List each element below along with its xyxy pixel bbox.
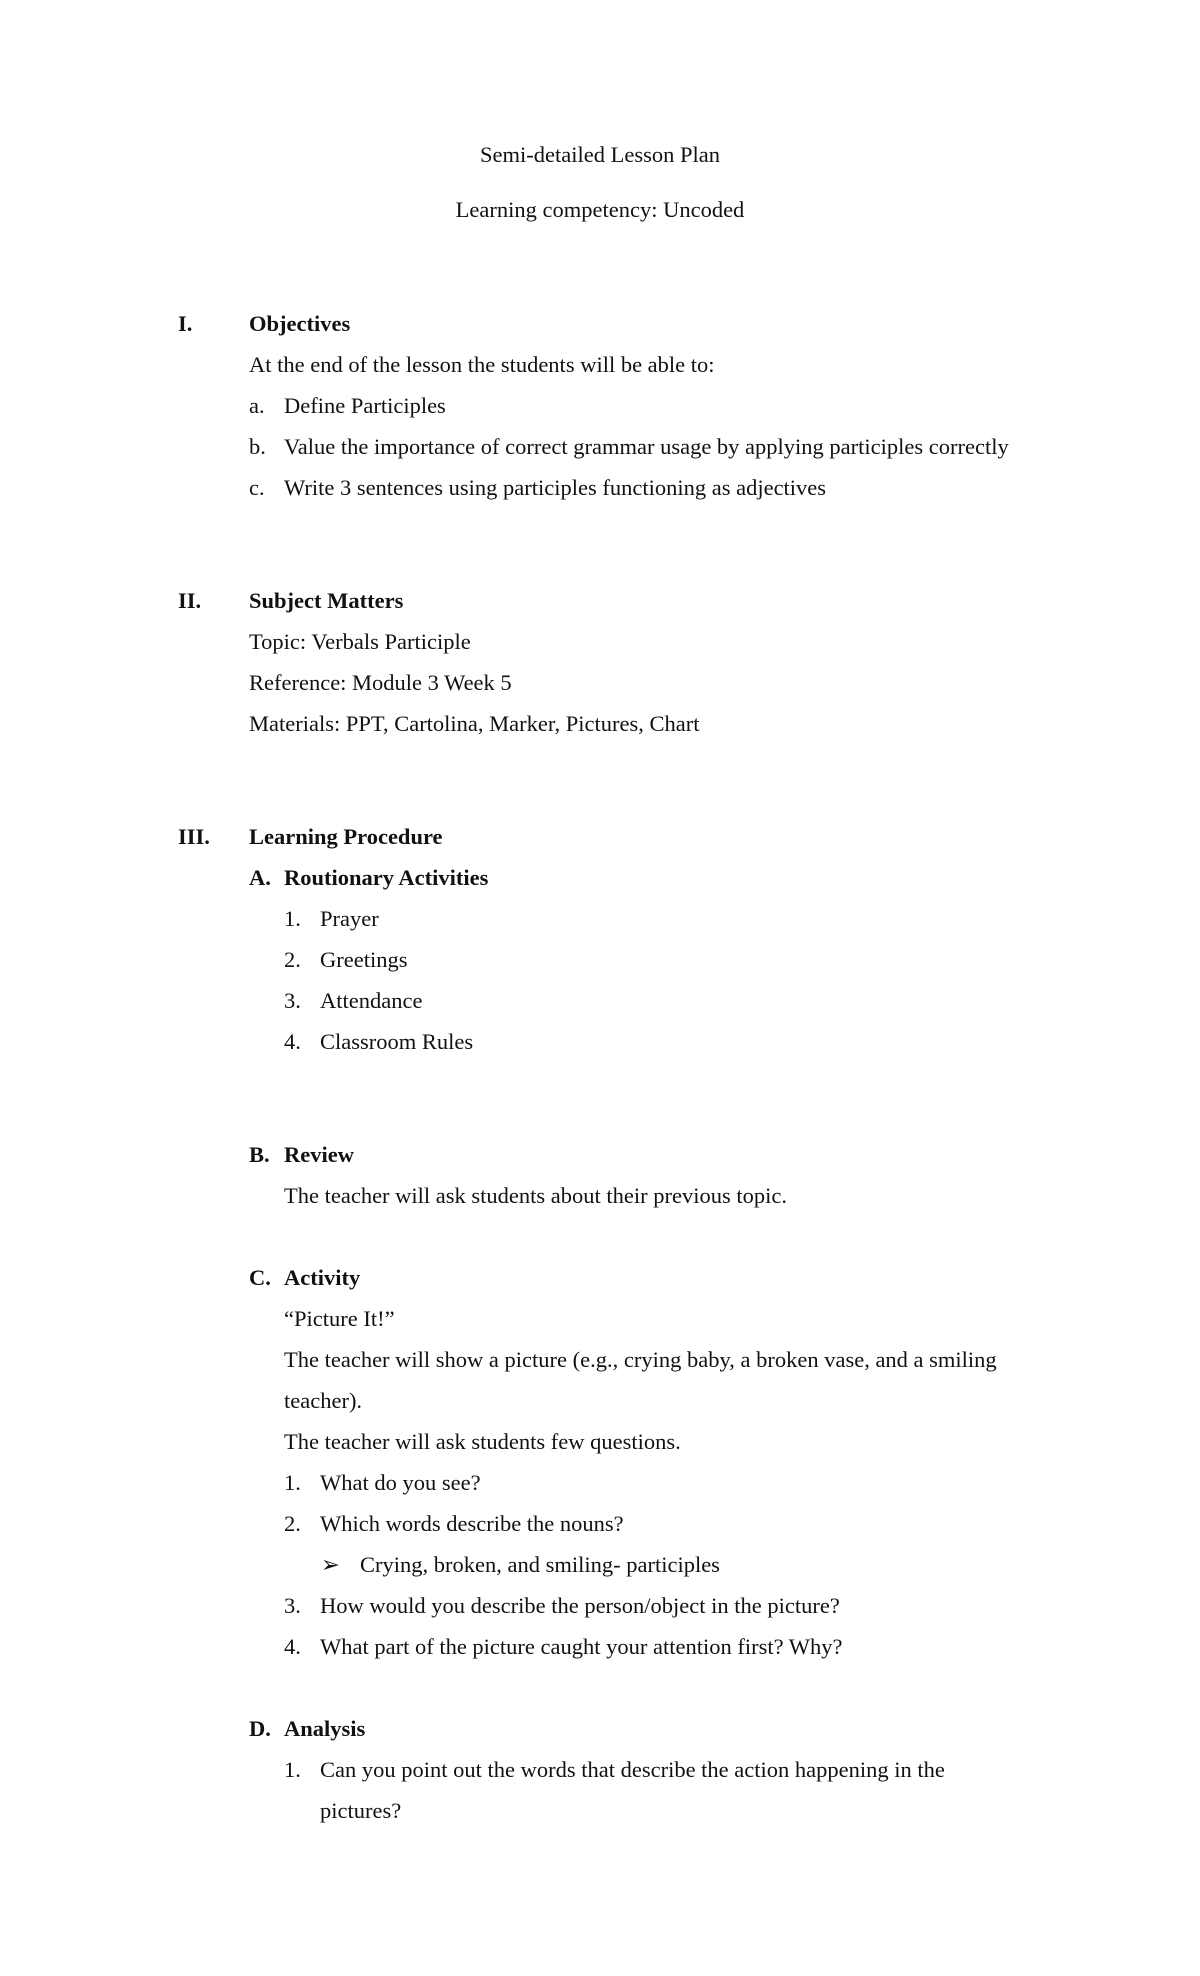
question-item: What part of the picture caught your attention first? Why?: [320, 1634, 843, 1659]
section-title-objectives: Objectives: [249, 311, 351, 336]
subsection-title-routine: Routionary Activities: [284, 865, 489, 890]
routine-marker: 1.: [284, 906, 301, 931]
section-numeral-procedure: III.: [178, 824, 210, 849]
subsection-marker: A.: [249, 865, 271, 890]
subsection-marker: D.: [249, 1716, 271, 1741]
subject-topic: Topic: Verbals Participle: [249, 629, 471, 654]
section-numeral-objectives: I.: [178, 311, 193, 336]
analysis-marker: 1.: [284, 1757, 301, 1782]
objective-marker: b.: [249, 434, 266, 459]
objective-marker: c.: [249, 475, 265, 500]
section-numeral-subject: II.: [178, 588, 202, 613]
routine-marker: 2.: [284, 947, 301, 972]
activity-description: The teacher will show a picture (e.g., crying baby, a broken vase, and a smiling: [284, 1347, 997, 1372]
question-marker: 4.: [284, 1634, 301, 1659]
arrow-bullet-icon: ➢: [321, 1552, 340, 1577]
routine-item: Classroom Rules: [320, 1029, 474, 1054]
subject-materials: Materials: PPT, Cartolina, Marker, Pictures, Chart: [249, 711, 700, 736]
question-marker: 3.: [284, 1593, 301, 1618]
routine-item: Prayer: [320, 906, 379, 931]
section-title-procedure: Learning Procedure: [249, 824, 443, 849]
question-marker: 1.: [284, 1470, 301, 1495]
objective-item: Value the importance of correct grammar usage by applying participles correctly: [284, 434, 1009, 459]
document-title: Semi-detailed Lesson Plan: [480, 142, 720, 167]
subsection-marker: B.: [249, 1142, 270, 1167]
routine-item: Greetings: [320, 947, 408, 972]
analysis-item-continued: pictures?: [320, 1798, 402, 1823]
question-item: Which words describe the nouns?: [320, 1511, 624, 1536]
subject-reference: Reference: Module 3 Week 5: [249, 670, 512, 695]
routine-item: Attendance: [320, 988, 423, 1013]
subsection-title-analysis: Analysis: [284, 1716, 366, 1741]
subsection-marker: C.: [249, 1265, 271, 1290]
question-item: What do you see?: [320, 1470, 481, 1495]
activity-description-continued: teacher).: [284, 1388, 363, 1413]
review-text: The teacher will ask students about their previous topic.: [284, 1183, 787, 1208]
objective-item: Write 3 sentences using participles functioning as adjectives: [284, 475, 827, 500]
activity-questions-intro: The teacher will ask students few questions.: [284, 1429, 681, 1454]
activity-name: “Picture It!”: [284, 1306, 395, 1331]
objectives-intro: At the end of the lesson the students will be able to:: [249, 352, 715, 377]
subsection-title-activity: Activity: [284, 1265, 361, 1290]
analysis-item: Can you point out the words that describe the action happening in the: [320, 1757, 945, 1782]
sub-bullet-item: Crying, broken, and smiling- participles: [360, 1552, 720, 1577]
routine-marker: 3.: [284, 988, 301, 1013]
subsection-title-review: Review: [284, 1142, 354, 1167]
section-title-subject: Subject Matters: [249, 588, 404, 613]
objective-item: Define Participles: [284, 393, 446, 418]
learning-competency: Learning competency: Uncoded: [455, 197, 745, 222]
objective-marker: a.: [249, 393, 265, 418]
question-marker: 2.: [284, 1511, 301, 1536]
routine-marker: 4.: [284, 1029, 301, 1054]
question-item: How would you describe the person/object in the picture?: [320, 1593, 840, 1618]
